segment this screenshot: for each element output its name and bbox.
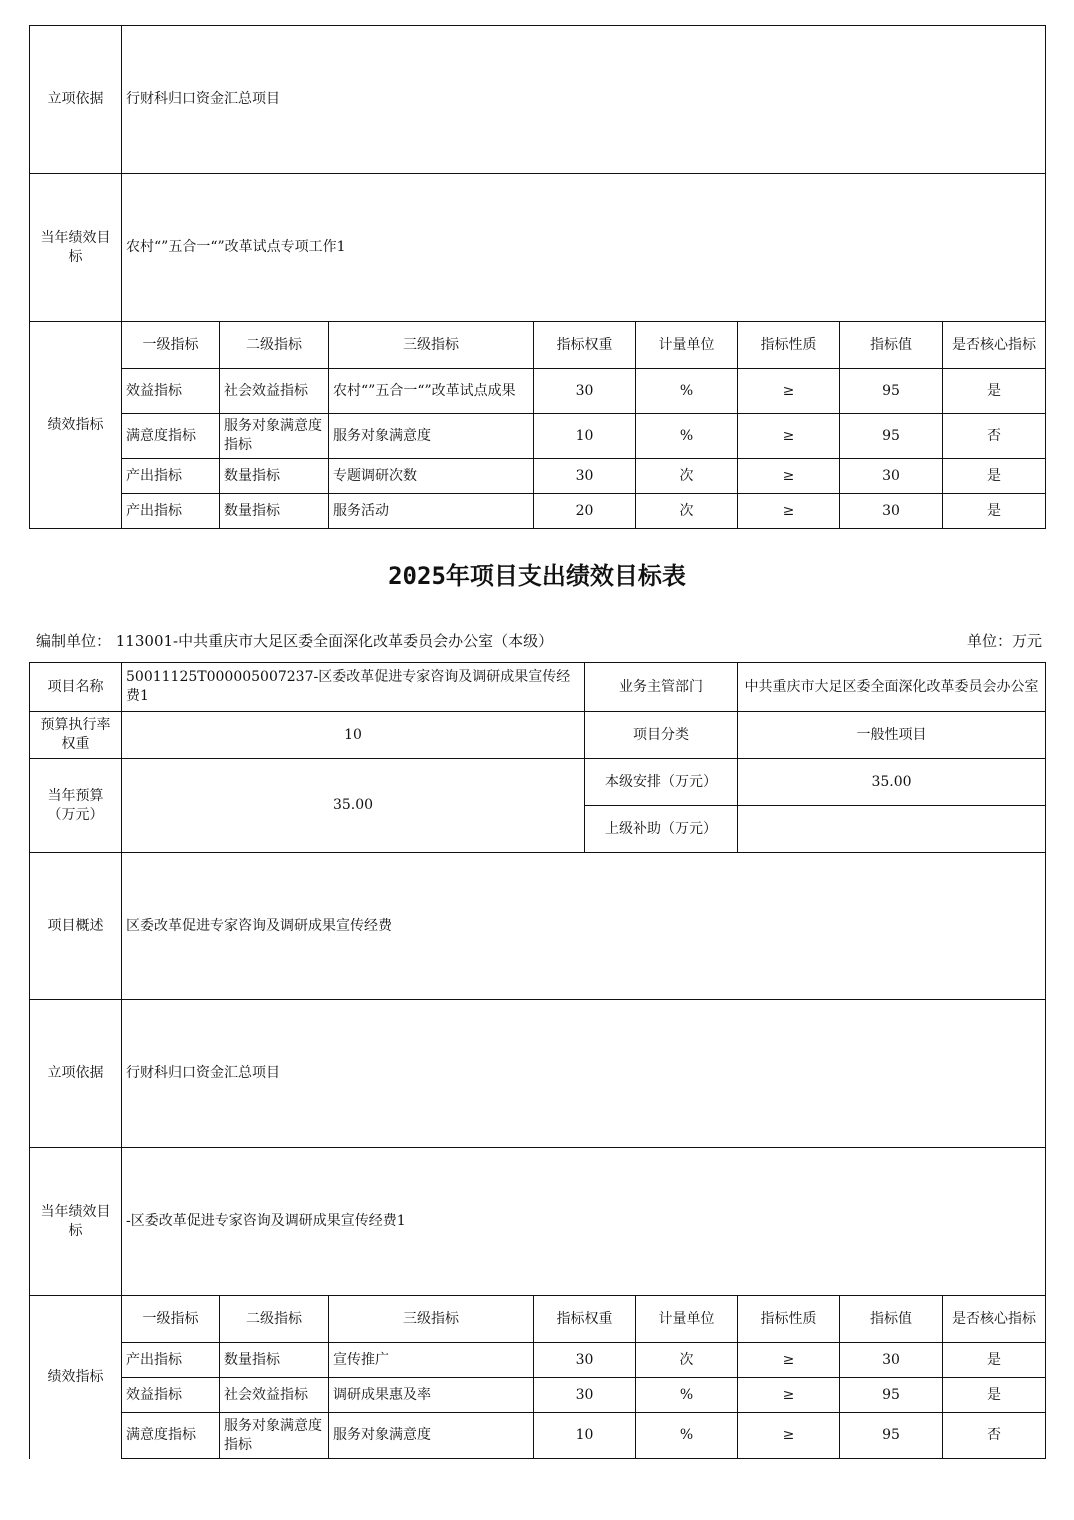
goal-value: -区委改革促进专家咨询及调研成果宣传经费1 — [122, 1148, 1046, 1296]
indicator-label: 绩效指标 — [30, 322, 122, 529]
indicator-header: 二级指标 — [220, 1296, 329, 1343]
indicator-cell: 30 — [840, 459, 943, 494]
upper-label: 上级补助（万元） — [585, 806, 738, 853]
indicator-row — [30, 494, 1046, 529]
indicator-cell: 效益指标 — [122, 369, 220, 414]
indicator-header: 指标性质 — [738, 322, 840, 369]
indicator-cell: 30 — [534, 1343, 636, 1378]
project-name: 50011125T000005007237-区委改革促进专家咨询及调研成果宣传经费1 — [122, 663, 585, 712]
indicator-header: 一级指标 — [122, 1296, 220, 1343]
budget-label: 当年预算（万元） — [30, 759, 122, 853]
rate-value: 10 — [122, 712, 585, 759]
dept-value: 中共重庆市大足区委全面深化改革委员会办公室 — [738, 663, 1046, 712]
page-title: 2025年项目支出绩效目标表 — [388, 562, 686, 590]
indicator-cell: 产出指标 — [122, 1343, 220, 1378]
budget-value: 35.00 — [122, 759, 585, 853]
indicator-header: 指标权重 — [534, 1296, 636, 1343]
indicator-cell: 社会效益指标 — [220, 1378, 329, 1413]
indicator-cell: 20 — [534, 494, 636, 529]
indicator-cell: 30 — [840, 494, 943, 529]
indicator-cell: 次 — [636, 494, 738, 529]
local-value: 35.00 — [738, 759, 1046, 806]
currency-unit: 单位：万元 — [966, 632, 1042, 650]
indicator-cell: 产出指标 — [122, 459, 220, 494]
indicator-cell: 调研成果惠及率 — [329, 1378, 534, 1413]
indicator-cell: 10 — [534, 414, 636, 459]
project-performance-table — [29, 662, 1046, 1459]
basis-value: 行财科归口资金汇总项目 — [122, 1000, 1046, 1148]
indicator-label: 绩效指标 — [30, 1296, 122, 1459]
indicator-cell: 30 — [534, 369, 636, 414]
indicator-cell: 95 — [840, 1413, 943, 1459]
indicator-cell: ≥ — [738, 1343, 840, 1378]
indicator-row — [30, 459, 1046, 494]
project-name-label: 项目名称 — [30, 663, 122, 712]
indicator-header: 指标值 — [840, 322, 943, 369]
indicator-cell: 服务对象满意度 — [329, 1413, 534, 1459]
indicator-cell: 宣传推广 — [329, 1343, 534, 1378]
indicator-cell: 服务活动 — [329, 494, 534, 529]
indicator-cell: ≥ — [738, 459, 840, 494]
indicator-row — [30, 369, 1046, 414]
indicator-header: 三级指标 — [329, 1296, 534, 1343]
indicator-cell: 数量指标 — [220, 494, 329, 529]
indicator-cell: % — [636, 1378, 738, 1413]
goal-value: 农村“”五合一“”改革试点专项工作1 — [122, 174, 1046, 322]
compiling-unit: 编制单位： 113001-中共重庆市大足区委全面深化改革委员会办公室（本级） — [36, 632, 554, 650]
indicator-cell: % — [636, 1413, 738, 1459]
indicator-cell: 否 — [943, 414, 1046, 459]
indicator-header: 三级指标 — [329, 322, 534, 369]
indicator-cell: 效益指标 — [122, 1378, 220, 1413]
indicator-cell: 数量指标 — [220, 1343, 329, 1378]
basis-value: 行财科归口资金汇总项目 — [122, 26, 1046, 174]
indicator-header: 计量单位 — [636, 1296, 738, 1343]
indicator-cell: ≥ — [738, 1413, 840, 1459]
indicator-cell: % — [636, 369, 738, 414]
indicator-row — [30, 1343, 1046, 1378]
indicator-cell: 95 — [840, 369, 943, 414]
indicator-cell: 30 — [840, 1343, 943, 1378]
indicator-cell: 是 — [943, 1378, 1046, 1413]
indicator-cell: 是 — [943, 494, 1046, 529]
indicator-cell: 10 — [534, 1413, 636, 1459]
indicator-header: 计量单位 — [636, 322, 738, 369]
indicator-cell: 30 — [534, 459, 636, 494]
indicator-cell: 服务对象满意度指标 — [220, 414, 329, 459]
indicator-header: 指标值 — [840, 1296, 943, 1343]
indicator-cell: 否 — [943, 1413, 1046, 1459]
indicator-cell: 95 — [840, 414, 943, 459]
indicator-cell: 30 — [534, 1378, 636, 1413]
indicator-cell: 95 — [840, 1378, 943, 1413]
indicator-cell: 数量指标 — [220, 459, 329, 494]
indicator-cell: 满意度指标 — [122, 414, 220, 459]
local-label: 本级安排（万元） — [585, 759, 738, 806]
indicator-cell: 服务对象满意度 — [329, 414, 534, 459]
indicator-cell: % — [636, 414, 738, 459]
rate-label: 预算执行率权重 — [30, 712, 122, 759]
indicator-header: 一级指标 — [122, 322, 220, 369]
top-performance-table — [29, 25, 1046, 529]
indicator-cell: 社会效益指标 — [220, 369, 329, 414]
indicator-cell: 农村“”五合一“”改革试点成果 — [329, 369, 534, 414]
dept-label: 业务主管部门 — [585, 663, 738, 712]
indicator-cell: ≥ — [738, 369, 840, 414]
indicator-header: 二级指标 — [220, 322, 329, 369]
basis-label: 立项依据 — [30, 26, 122, 174]
indicator-header: 是否核心指标 — [943, 322, 1046, 369]
overview-label: 项目概述 — [30, 853, 122, 1000]
indicator-header: 指标性质 — [738, 1296, 840, 1343]
indicator-cell: 服务对象满意度指标 — [220, 1413, 329, 1459]
indicator-row — [30, 414, 1046, 459]
indicator-cell: ≥ — [738, 414, 840, 459]
indicator-cell: 产出指标 — [122, 494, 220, 529]
indicator-cell: 满意度指标 — [122, 1413, 220, 1459]
indicator-cell: 次 — [636, 459, 738, 494]
indicator-cell: ≥ — [738, 494, 840, 529]
indicator-cell: 专题调研次数 — [329, 459, 534, 494]
indicator-cell: 次 — [636, 1343, 738, 1378]
indicator-cell: ≥ — [738, 1378, 840, 1413]
basis-label: 立项依据 — [30, 1000, 122, 1148]
indicator-cell: 是 — [943, 459, 1046, 494]
goal-label: 当年绩效目标 — [30, 174, 122, 322]
indicator-header: 是否核心指标 — [943, 1296, 1046, 1343]
upper-value — [738, 806, 1046, 853]
indicator-row — [30, 1413, 1046, 1459]
category-label: 项目分类 — [585, 712, 738, 759]
goal-label: 当年绩效目标 — [30, 1148, 122, 1296]
category-value: 一般性项目 — [738, 712, 1046, 759]
indicator-row — [30, 1378, 1046, 1413]
indicator-cell: 是 — [943, 369, 1046, 414]
indicator-header: 指标权重 — [534, 322, 636, 369]
indicator-cell: 是 — [943, 1343, 1046, 1378]
overview-value: 区委改革促进专家咨询及调研成果宣传经费 — [122, 853, 1046, 1000]
